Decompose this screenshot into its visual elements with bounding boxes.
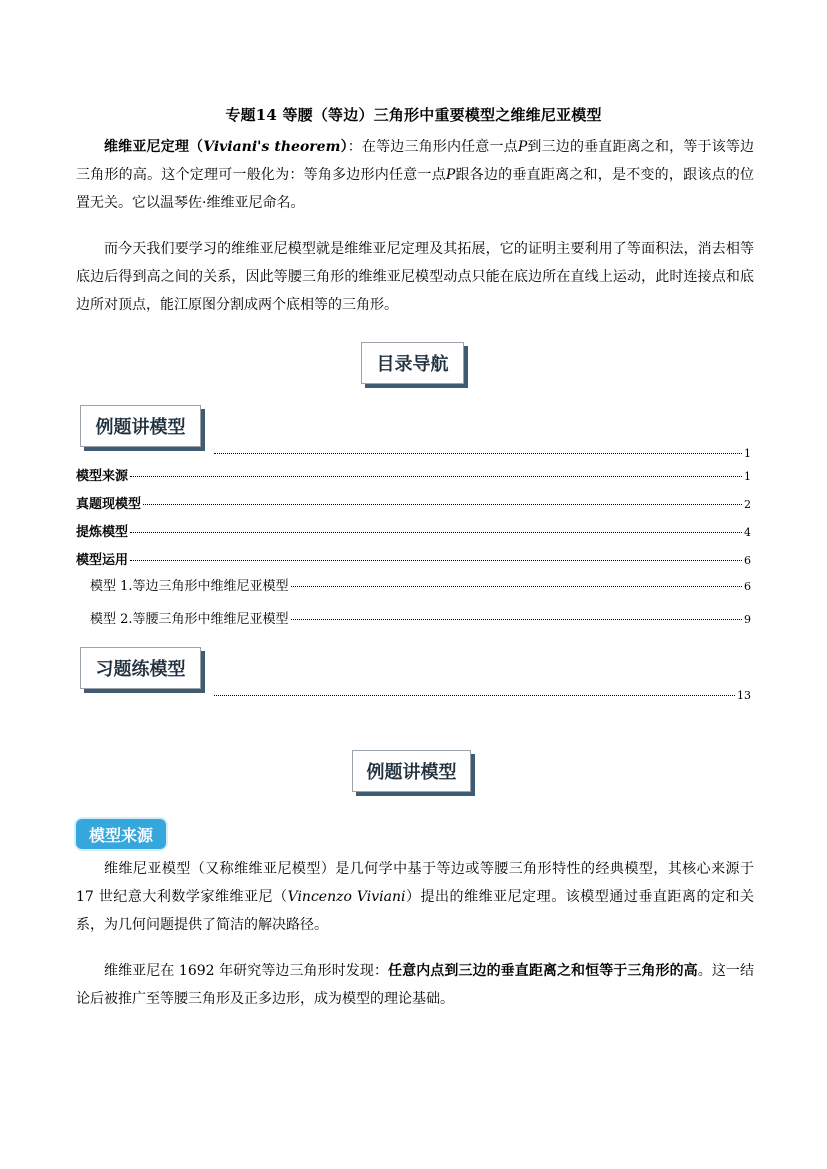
theorem-name-close: ） (340, 139, 348, 155)
toc-page-number: 2 (744, 498, 751, 511)
toc-subentry-model-2[interactable] (90, 612, 751, 628)
toc-section-examples-box[interactable]: 例题讲模型 (80, 405, 201, 447)
toc-section-exercises-box[interactable]: 习题练模型 (80, 647, 201, 689)
intro-text-b: 到三边的垂直距离之和，等于该等边三角形的高。这个定理可一般化为：等角多边形内任意一点 (76, 139, 755, 183)
theorem-name: 维维亚尼定理（ (104, 139, 204, 155)
intro-paragraph-1 (76, 133, 754, 217)
section-heading-box: 例题讲模型 (352, 750, 471, 792)
toc-label: 真题现模型 (76, 497, 142, 512)
model-source-paragraph-2 (76, 957, 754, 1013)
toc-leader (143, 504, 742, 505)
toc-page-number: 13 (737, 689, 751, 702)
key-conclusion: 任意内点到三边的垂直距离之和恒等于三角形的高 (388, 963, 698, 979)
p4-text-b: 。这一结论后被推广至等腰三角形及正多边形，成为模型的理论基础。 (76, 963, 755, 1007)
variable-p-2: P (445, 167, 456, 183)
toc-label: 模型来源 (76, 469, 129, 484)
toc-leader (291, 619, 742, 620)
intro-paragraph-2: 而今天我们要学习的维维亚尼模型就是维维亚尼定理及其拓展，它的证明主要利用了等面积法，消去相等底边后得到高之间的关系，因此等腰三角形的维维亚尼模型动点只能在底边所在直线上运动，此时连接点和底边所对顶点，能江原图分割成两个底相等的三角形。 (76, 241, 754, 313)
toc-leader (214, 453, 742, 454)
model-source-paragraph-1 (76, 855, 754, 939)
variable-p: P (517, 139, 528, 155)
toc-heading-box: 目录导航 (361, 342, 464, 384)
toc-entry-real-exam[interactable] (76, 497, 751, 513)
toc-label: 模型运用 (76, 553, 129, 568)
mathematician-name: Vincenzo Viviani (287, 889, 406, 905)
p3-text-a: 维维尼亚模型（又称维维亚尼模型）是几何学中基于等边或等腰三角形特性的经典模型，其核心来源于 17 世纪意大利数学家维维亚尼（ (76, 861, 754, 905)
intro-text-c: 跟各边的垂直距离之和，是不变的，跟该点的位置无关。它以温琴佐·维维亚尼命名。 (76, 167, 755, 211)
toc-page-number: 1 (744, 447, 751, 460)
toc-leader (130, 560, 742, 561)
document-title: 专题14 等腰（等边）三角形中重要模型之维维尼亚模型 (225, 106, 602, 124)
toc-page-number: 6 (744, 580, 751, 593)
toc-entry-examples[interactable] (212, 446, 751, 462)
toc-subentry-model-1[interactable] (90, 579, 751, 595)
p4-text-a: 维维亚尼在 1692 年研究等边三角形时发现： (104, 963, 389, 979)
toc-entry-exercises[interactable] (212, 688, 751, 704)
toc-page-number: 1 (744, 470, 751, 483)
theorem-english-name: Viviani's theorem (203, 139, 341, 155)
toc-entry-model-source[interactable] (76, 469, 751, 485)
model-source-badge: 模型来源 (76, 819, 166, 849)
p3-text-b: ）提出的维维亚尼定理。该模型通过垂直距离的定和关系，为几何问题提供了简洁的解决路径。 (76, 889, 755, 933)
toc-leader (130, 476, 742, 477)
toc-entry-model-application[interactable] (76, 553, 751, 569)
toc-entry-refine-model[interactable] (76, 525, 751, 541)
intro-text-a: ：在等边三角形内任意一点 (347, 139, 518, 155)
toc-page-number: 4 (744, 526, 751, 539)
toc-page-number: 9 (744, 613, 751, 626)
toc-page-number: 6 (744, 554, 751, 567)
toc-leader (291, 586, 742, 587)
toc-label: 模型 2.等腰三角形中维维尼亚模型 (90, 612, 289, 627)
toc-leader (214, 695, 735, 696)
toc-leader (130, 532, 742, 533)
toc-label: 模型 1.等边三角形中维维尼亚模型 (90, 579, 289, 594)
toc-label: 提炼模型 (76, 525, 129, 540)
